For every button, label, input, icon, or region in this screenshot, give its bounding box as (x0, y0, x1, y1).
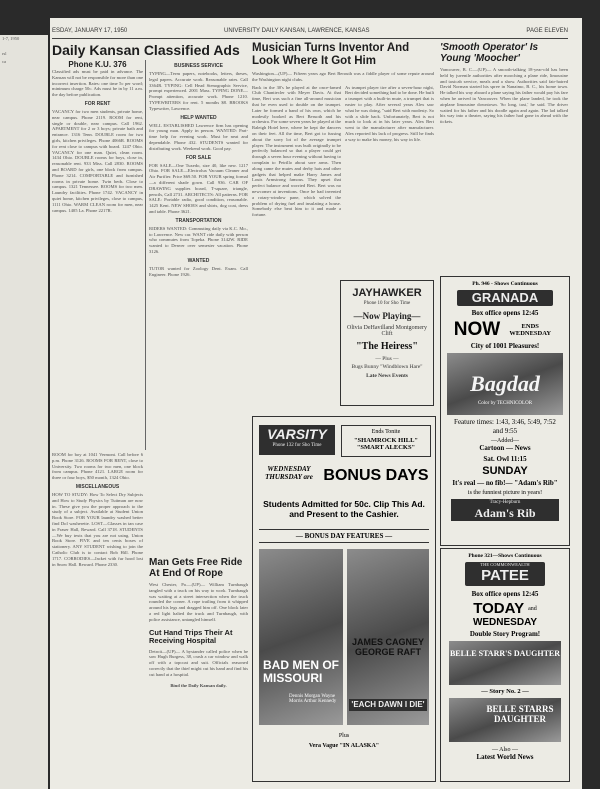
classifieds-title: Daily Kansan Classified Ads (52, 42, 240, 58)
patee-story-2: — Story No. 2 — (481, 688, 529, 695)
business-service-heading: BUSINESS SERVICE (174, 63, 223, 69)
granada-phone: Ph. 946 - Shows Continuous (472, 281, 538, 287)
header-paper: UNIVERSITY DAILY KANSAN, LAWRENCE, KANSAS (224, 28, 370, 34)
classifieds-section (52, 42, 248, 782)
moocher-story (440, 42, 568, 272)
header-rule (52, 38, 568, 39)
musician-headline: Musician Turns Inventor And Look Where It Got Him (252, 42, 410, 67)
patee-double: Double Story Program! (469, 630, 541, 638)
adjacent-page-line: ca (2, 58, 6, 64)
granada-owl: Sat. Owl 11:15 (483, 455, 527, 463)
granada-city: City of 1001 Pleasures! (470, 342, 540, 350)
varsity-days: WEDNESDAY THURSDAY are (265, 465, 313, 481)
varsity-ends-tonite: Ends Tonite (371, 429, 401, 435)
belle-starr-poster-2: BELLE STARRS DAUGHTER (449, 698, 561, 742)
adams-rib-banner: Tracy-Hepburn Adam's Rib (451, 499, 559, 521)
granada-funniest: is the funniest picture in years! (467, 490, 543, 496)
patee-logo: THE COMMONWEALTH PATEE (465, 562, 545, 586)
moocher-headline: 'Smooth Operator' Is Young 'Moocher' (440, 42, 539, 64)
moocher-body: Vancouver, B. C.—(UP)— A smooth-talking 18-year-old has been held by juvenile authorities after mooching a plane ride, limousine and taxicab service, meals and a show. Authorities said fair-haired David Norman started his spree in Nanaimo, B. C., his home town. He talked his way aboard a plane saying his father would pay his fare when he arrived in Vancouver. When the plane landed, he took the airplane limousine downtown. 'So long, taxi,' he said. The driver waited for his father and his doodle again and again. The lad talked his way into a theater, saying his father had gone in ahead with the tickets. (440, 67, 568, 125)
hand-footer: Bind the Daily Kansan daily. (170, 682, 227, 688)
bad-men-poster (259, 549, 343, 725)
bagdad-poster: Bagdad Color by TECHNICOLOR (447, 353, 563, 415)
fire-body: West Chester, Pa.—(UP)— William Turnbaugh tangled with a truck on his way to work. Turnbaugh was waiting at a street intersection when the truck rounded the corner. A rope trailing from it whipped around his legs and dragged him off. One block later a red light halted the truck and Turnbaugh, with police assistance, untangled himself. (149, 582, 248, 622)
granada-times: Feature times: 1:43, 3:46, 5:49, 7:52 and 9:55 (454, 418, 556, 435)
jayhawker-news: Late News Events (366, 373, 408, 379)
classifieds-phone: Phone K.U. 376 (68, 60, 127, 69)
bad-men-title: BAD MEN OF MISSOURI (263, 658, 339, 685)
varsity-tonite-films: "SHAMROCK HILL" "SMART ALECKS" (353, 437, 419, 451)
jayhawker-phone: Phone 10 for Sho Time (363, 301, 411, 306)
hand-headline: Cut Hand Trips Their At Receiving Hospital (149, 627, 233, 646)
bad-men-cast: Dennis Morgan Wayne Morris Arthur Kennedy (289, 694, 337, 704)
jayhawker-title: JAYHAWKER (352, 287, 422, 299)
jayhawker-film: "The Heiress" (356, 341, 418, 352)
patee-also: — Also — (491, 747, 518, 753)
fire-headline: Man Gets Free Ride At End Of Rope (149, 557, 243, 579)
granada-title: GRANADA (457, 290, 553, 306)
belle-starr-poster-1: BELLE STARR'S DAUGHTER (449, 641, 561, 685)
for-rent-heading: FOR RENT (84, 100, 111, 107)
varsity-plus: Plus (338, 733, 350, 739)
varsity-students: Students Admitted for 50c. Clip This Ad. and Present to the Cashier. (263, 499, 425, 519)
varsity-features-heading: — BONUS DAY FEATURES — (259, 529, 429, 543)
header-page: PAGE ELEVEN (526, 28, 568, 34)
patee-ad (440, 548, 570, 782)
misc-listings: HOW TO STUDY: How To Select Dry Subjects and How to Study Physics by Tuttman are now in. These give you the proper approach to the study of a subject. Available at Student Union Book Store. FOR YOUR laundry washed better find Dol washerette. LOST—Glasses in tan case in Fraser Hall, Reward. Call 3718. STUDENTS—We buy texts that you are not using. Union Book Store. FIVE and ten cents boxes of stationery. ANY STUDENT wishing to join the Catholic Club is to contact Bob Hill. Phone 1717. CORRODIES—Jacket with fur hood lost in Snow Hall. Reward. Phone 2330. (52, 491, 143, 567)
varsity-ad (252, 416, 436, 782)
granada-box-office: Box office opens 12:45 (471, 309, 539, 317)
transportation-heading: TRANSPORTATION (175, 217, 222, 224)
granada-added: —Added— (491, 438, 519, 444)
jayhawker-short: Bugs Bunny "Windblown Hare" (351, 364, 423, 370)
header-date: ESDAY, JANUARY 17, 1950 (52, 28, 128, 34)
help-wanted-heading: HELP WANTED (180, 114, 217, 121)
adjacent-page-line (2, 43, 48, 51)
hand-body: Detroit—(UP)— A bystander called police when he saw Hugh Burgess, 38, crash a car window and walk off with a topcoat and suit. Officials reasoned correctly that the thief might cut his hand and find his cut hand at a hospital. (149, 648, 248, 677)
bagdad-title: Bagdad (470, 371, 540, 396)
granada-sunday: SUNDAY (482, 465, 528, 477)
musician-body-col1: Back in the 30's he played at the once-famed Club Chantiecler with Meyer Davis. At that time, Bert was such a fine all-around musician that he even used to double on the trumpet. Later he formed a band of his own, which he modestly booked as Bert Beruoth and his orchestra. For some seven years he played at the Raleigh Hotel here, where he kept the dancers on their feet. All the time, Bert got to fussing about the sorry lot of the average trumpet player. The instrument was built originally to be perfectly balanced so that a player could get through a seven hour evening without having to complain to Petrillo about sore arms. Then along came the mutes and derby hats and other gadgets that helped make Harry James and Louis Armstrong famous. They upset that perfect balance and worried Bert. Bert was no newcomer at inventions. Once he had invented a rotary-window pane, which solved the problem of drying fuel and insulating a house. Somebody else beat him to it and made a fortune. (252, 84, 341, 218)
varsity-short: Vera Vague "IN ALASKA" (308, 743, 380, 749)
help-wanted-listings: WELL ESTABLISHED Lawrence firm has opening for young man. Apply in person. WANTED: Part-time help for evening work. Must be neat and dependable. Phone 432. STUDENTS wanted for distributing work. Weekend work. Good pay. (149, 122, 248, 151)
adjacent-page-line: 1-7, 1950 (2, 36, 20, 41)
patee-news: Latest World News (476, 753, 534, 761)
granada-ends: ENDS WEDNESDAY (509, 323, 552, 337)
wanted-heading: WANTED (187, 257, 210, 264)
varsity-logo: VARSITY Phone 132 for Sho Time (259, 425, 335, 455)
varsity-bonus-days: BONUS DAYS (323, 467, 429, 484)
each-dawn-poster: JAMES CAGNEY GEORGE RAFT 'EACH DAWN I DIE' (347, 549, 429, 725)
adjacent-page-edge (0, 35, 48, 789)
patee-wednesday: WEDNESDAY (472, 617, 538, 628)
patee-today: TODAY (473, 600, 525, 617)
adjacent-page-line: rsl (2, 51, 7, 57)
transportation-listings: RIDERS WANTED: Commuting daily via K.C. Mo., to Lawrence. New car. WANT ride daily with person who commutes from Topeka. Phone 3142W. RIDE wanted to Denver over semester vacation. Phone 3126. (149, 225, 248, 254)
patee-phone: Phone 321—Shows Continuous (468, 553, 542, 559)
each-dawn-title: 'EACH DAWN I DIE' (349, 699, 427, 711)
adjacent-page-text (0, 35, 48, 65)
jayhawker-stars: Olivia DeHavilland Montgomery Clift (347, 325, 427, 337)
for-rent-more: ROOM for boy at 1041 Vermont. Call before 6 p.m. Phone 3126. ROOMS FOR RENT, close to University. Two rooms for two men, one block from campus. Phone 4121. LARGE room for three or four boys, $50 month, 1324 Ohio. (52, 452, 143, 481)
patee-and: and (528, 605, 537, 612)
jayhawker-now-playing: —Now Playing— (353, 311, 421, 321)
for-rent-listings: VACANCY for two men students, private home, near campus. Phone 2119. ROOM for rent, single or double, near campus. Call 1962. APARTMENT for 2 or 3 boys; private bath and entrance. 1316 Tenn. DOUBLE room for two girls, kitchen privileges. Phone 4066R. ROOMS for rent close to campus with board. 1247 Ohio. VACANCY for one man. Quiet, clean room. 1434 Ohio. DOUBLE rooms for boys, close in, reasonable rent. 933 Miss. Call 2830. ROOMS and BOARD for girls, one block from campus. Phone 3214. COMFORTABLE and furnished rooms in private home. Twin beds. Close to campus. 1321 Tennessee. ROOMS for two men. Laundry facilities. Phone 1742. VACANCY in quiet home, kitchen privileges, close to campus, 1111 Ohio. WARM CLEAN room for men, near campus. 1405 La. Phone 2217R. (52, 108, 143, 213)
granada-cartoon: Cartoon — News (479, 444, 531, 452)
patee-box-office: Box office opens 12:45 (471, 590, 539, 598)
for-sale-listings: FOR SALE—One Tuxedo, size 40, like new. 1217 Ohio. FOR SALE—Electrolux Vacuum Cleaner and Air Purifier. Price $69.50. FOR YOUR spring formal—a different shade gown. Call 936. CAR OF DRAWING supplies board, T-square, triangle, pencils, Call 2731. ARCHITECTS: All patterns. FOR SALE: Portable radio, good condition, reasonable. 1425 Kent. NEW SHOES and shirts, dog coat, dress and table. Phone 3621. (149, 162, 248, 214)
wanted-listings: TUTOR wanted for Zoology Dent. Exam. Call Engineer. Phone 1926. (149, 265, 248, 277)
misc-heading: MISCELLANEOUS (75, 483, 120, 490)
granada-adams-rib-note: It's real — no fib!— "Adam's Rib" (452, 479, 558, 487)
musician-dateline: Washington—(UP)— Fifteen years ago Bert Berouth was a fiddle player of some repute around the Washington night clubs. (252, 71, 434, 82)
classifieds-rates: Classified ads must be paid in advance. The Kansan will not be responsible for more than one incorrect insertion. Rates: one time 5c per word; minimum charge 50c. Ads must be in by 11 a.m. the day before publication. (52, 69, 143, 98)
granada-ad (440, 276, 570, 546)
jayhawker-ad (340, 280, 434, 406)
for-sale-heading: FOR SALE (185, 154, 212, 161)
business-service-listings: TYPING—Term papers, notebooks, letters, theses, legal papers. Accurate work. Reasonable rates. Call 3364R. TYPING: Cell Head Stenographic Service, prompt experienced. 2001 Mass. TYPING DONE—Prompt attention, accurate work. Phone 1210. TYPEWRITERS for rent. 5 months $8. BROOKS Typewriter, Lawrence. (149, 71, 248, 111)
granada-now: NOW (453, 319, 501, 340)
jayhawker-plus: — Plus — (375, 356, 399, 362)
musician-body-col2: As trumpet player tire after a seven-hour night, Bert decided something had to be done. He built a trumpet with a built-in mute, a trumpet that is easier to play. After several years Alex saw what he was doing, "said Bert with modesty. So with a slide back. Unfortunately, Bert is not much to look at in his later years. Alex Bert went to the manufacturer after manufacturer. Alex reported his lack of progress. Still he finds a way to make his money, his way in life. (345, 84, 434, 142)
